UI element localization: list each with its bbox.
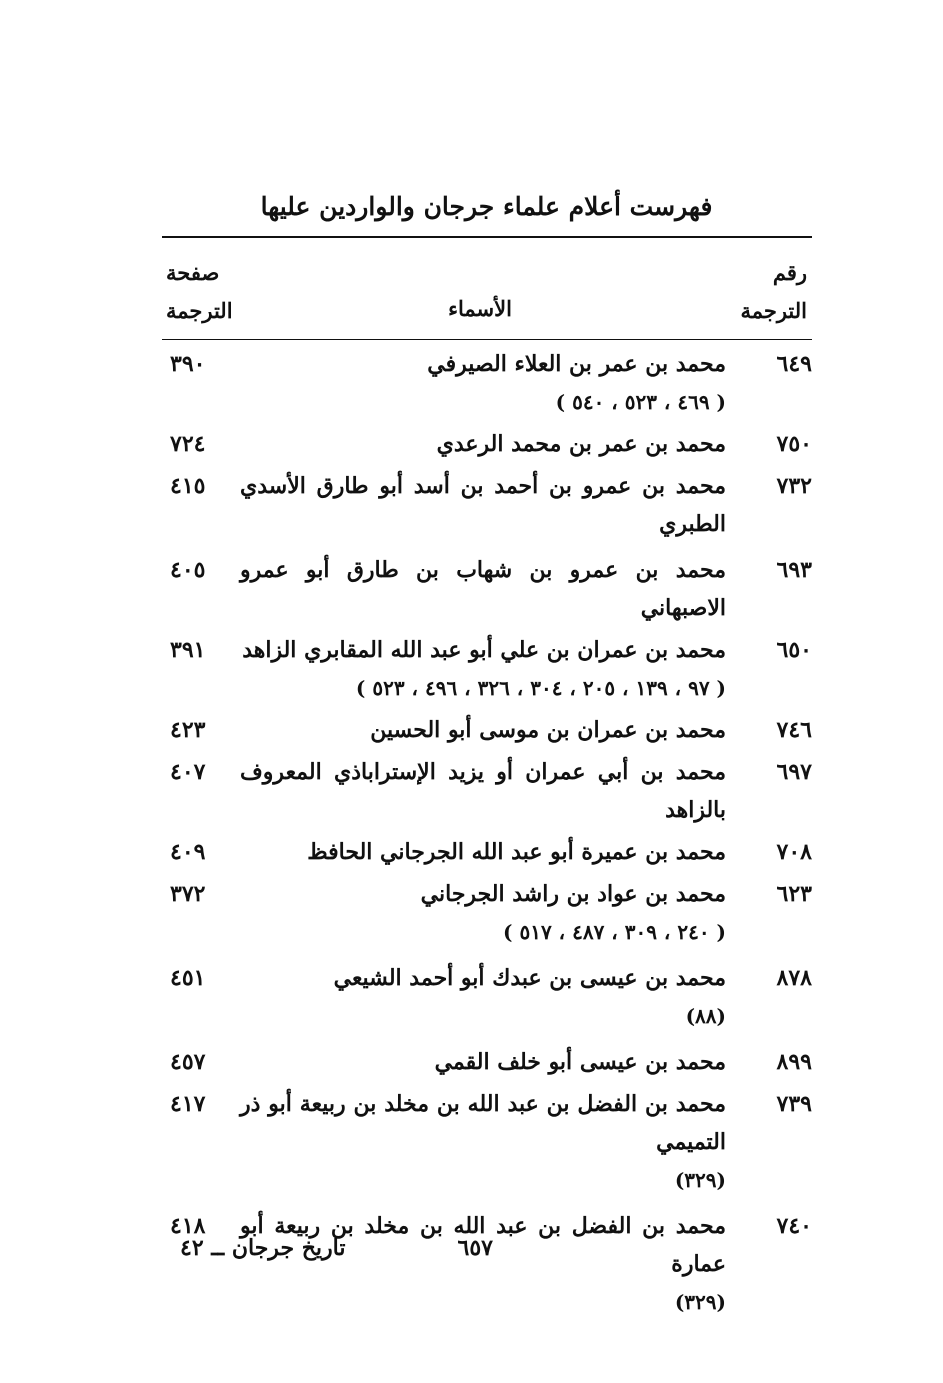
entry-page: ٤١٧ bbox=[170, 1091, 206, 1117]
entry-body bbox=[240, 753, 726, 829]
entry-page: ٤٥١ bbox=[170, 965, 206, 991]
entry-page: ٤١٥ bbox=[170, 473, 206, 499]
entry-body bbox=[240, 875, 726, 951]
entry-references: ( ٩٧ ، ١٣٩ ، ٢٠٥ ، ٣٠٤ ، ٣٢٦ ، ٤٩٦ ، ٥٢٣ ) bbox=[355, 676, 726, 700]
entry-body bbox=[240, 425, 726, 463]
index-entry bbox=[162, 631, 812, 707]
entry-number: ٦٤٩ bbox=[776, 351, 812, 377]
index-entry bbox=[162, 875, 812, 951]
column-header-number-line2: الترجمة bbox=[740, 298, 807, 323]
column-header-page-line2: الترجمة bbox=[166, 298, 233, 323]
entry-body bbox=[240, 959, 726, 1035]
volume-signature: تاريخ جرجان ــ ٤٢ bbox=[180, 1235, 346, 1261]
index-entry bbox=[162, 425, 812, 463]
entry-references: ( ٢٤٠ ، ٣٠٩ ، ٤٨٧ ، ٥١٧ ) bbox=[503, 920, 726, 944]
entry-page: ٣٧٢ bbox=[170, 881, 206, 907]
entry-number: ٦٥٠ bbox=[776, 637, 812, 663]
entry-number: ٨٩٩ bbox=[776, 1049, 812, 1075]
index-entry bbox=[162, 959, 812, 1035]
entry-number: ٧٤٦ bbox=[776, 717, 812, 743]
entry-page: ٤٢٣ bbox=[170, 717, 206, 743]
entry-number: ٧٣٢ bbox=[776, 473, 812, 499]
entry-page: ٤١٨ bbox=[170, 1213, 206, 1239]
index-entry bbox=[162, 467, 812, 543]
entry-references: (٣٢٩) bbox=[674, 1168, 726, 1192]
entry-name: محمد بن عيسى أبو خلف القمي bbox=[434, 1049, 726, 1075]
entry-body bbox=[240, 1043, 726, 1081]
entry-body bbox=[240, 833, 726, 871]
entry-page: ٣٩٠ bbox=[170, 351, 206, 377]
entry-name: محمد بن عمران بن علي أبو عبد الله المقابري الزاهد bbox=[242, 637, 726, 663]
entry-name: محمد بن عيسى بن عبدك أبو أحمد الشيعي bbox=[333, 965, 726, 991]
entry-number: ٧٠٨ bbox=[776, 839, 812, 865]
entry-name: محمد بن أبي عمران أو يزيد الإستراباذي المعروف بالزاهد bbox=[240, 759, 726, 823]
page-title: فهرست أعلام علماء جرجان والواردين عليها bbox=[260, 192, 713, 221]
index-entries bbox=[162, 345, 812, 1321]
entry-body bbox=[240, 467, 726, 543]
index-entry bbox=[162, 551, 812, 627]
index-entry bbox=[162, 833, 812, 871]
entry-body bbox=[240, 711, 726, 749]
entry-number: ٦٢٣ bbox=[776, 881, 812, 907]
entry-page: ٤٥٧ bbox=[170, 1049, 206, 1075]
column-header-page bbox=[166, 254, 286, 330]
entry-number: ٦٩٣ bbox=[776, 557, 812, 583]
column-header-names: الأسماء bbox=[448, 296, 512, 321]
entry-references: (٣٢٩) bbox=[674, 1290, 726, 1314]
index-entry bbox=[162, 1043, 812, 1081]
entry-number: ٦٩٧ bbox=[776, 759, 812, 785]
column-header-number bbox=[687, 254, 807, 330]
entry-body bbox=[240, 631, 726, 707]
column-header-page-line1: صفحة bbox=[166, 260, 220, 285]
entry-name: محمد بن عمرو بن شهاب بن طارق أبو عمرو الاصبهاني bbox=[240, 557, 726, 621]
entry-name: محمد بن عمرو بن أحمد بن أسد أبو طارق الأسدي الطبري bbox=[240, 473, 726, 537]
entry-body bbox=[240, 345, 726, 421]
entry-name: محمد بن عميرة أبو عبد الله الجرجاني الحافظ bbox=[307, 839, 726, 865]
index-entry bbox=[162, 1085, 812, 1199]
entry-name: محمد بن عمر بن العلاء الصيرفي bbox=[427, 351, 726, 377]
entry-number: ٧٤٠ bbox=[776, 1213, 812, 1239]
index-entry bbox=[162, 345, 812, 421]
entry-page: ٤٠٧ bbox=[170, 759, 206, 785]
entry-number: ٨٧٨ bbox=[776, 965, 812, 991]
index-entry bbox=[162, 711, 812, 749]
entry-number: ٧٣٩ bbox=[776, 1091, 812, 1117]
entry-name: محمد بن عمر بن محمد الرعدي bbox=[436, 431, 726, 457]
index-entry bbox=[162, 753, 812, 829]
entry-page: ٧٢٤ bbox=[170, 431, 206, 457]
entry-body bbox=[240, 551, 726, 627]
entry-page: ٤٠٩ bbox=[170, 839, 206, 865]
column-header-number-line1: رقم bbox=[772, 260, 807, 285]
entry-number: ٧٥٠ bbox=[776, 431, 812, 457]
entry-body bbox=[240, 1085, 726, 1199]
entry-references: ( ٤٦٩ ، ٥٢٣ ، ٥٤٠ ) bbox=[555, 390, 726, 414]
entry-name: محمد بن عواد بن راشد الجرجاني bbox=[420, 881, 726, 907]
top-rule bbox=[162, 236, 812, 238]
entry-page: ٣٩١ bbox=[170, 637, 206, 663]
entry-name: محمد بن الفضل بن عبد الله بن مخلد بن ربيعة أبو ذر التميمي bbox=[240, 1091, 726, 1155]
entry-name: محمد بن الفضل بن عبد الله بن مخلد بن ربيعة أبو عمارة bbox=[240, 1213, 726, 1277]
entry-name: محمد بن عمران بن موسى أبو الحسين bbox=[370, 717, 726, 743]
header-rule bbox=[162, 339, 812, 340]
page-number: ٦٥٧ bbox=[457, 1235, 493, 1261]
entry-references: (٨٨) bbox=[685, 1004, 726, 1028]
entry-page: ٤٠٥ bbox=[170, 557, 206, 583]
page-footer bbox=[160, 1235, 813, 1271]
